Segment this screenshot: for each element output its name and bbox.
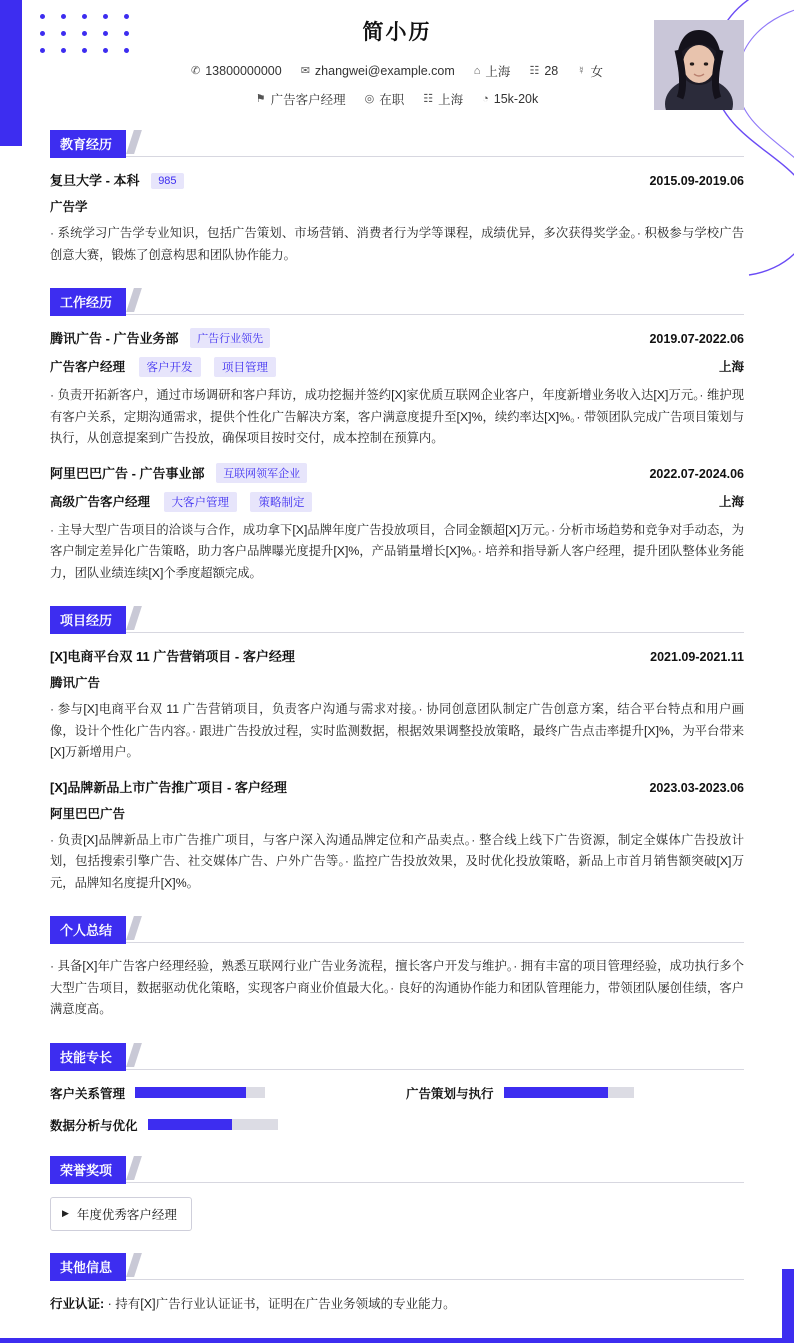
skill-item <box>50 1116 388 1134</box>
work-entry <box>50 463 744 585</box>
work-company-tag: 互联网领军企业 <box>216 463 307 483</box>
contact-position-text: 广告客户经理 <box>270 93 346 107</box>
work-role-row <box>50 357 744 377</box>
work-entry-head <box>50 328 744 348</box>
summary-description: · 具备[X]年广告客户经理经验，熟悉互联网行业广告业务流程，擅长客户开发与维护。· 拥有丰富的项目管理经验，成功执行多个大型广告项目，数据驱动优化策略，实现客户商业价值最大化。· 良好的沟通协作能力和团队管理能力，带领团队屡创佳绩，客户满意度高。 <box>50 959 744 1017</box>
contact-age-text: 28 <box>544 64 559 78</box>
bottom-accent-bar <box>0 1338 794 1343</box>
section-title-skills: 技能专长 <box>50 1043 126 1071</box>
project-date: 2023.03-2023.06 <box>649 780 744 795</box>
section-header-project <box>50 606 744 632</box>
page-title: 简小历 <box>362 21 432 44</box>
work-chip: 项目管理 <box>214 357 276 377</box>
project-entry <box>50 646 744 764</box>
work-chip: 策略制定 <box>250 492 312 512</box>
work-entry-left <box>50 463 307 483</box>
mail-icon: ✉ <box>300 64 310 77</box>
section-title-tick <box>126 1043 142 1067</box>
contact-location <box>469 62 516 80</box>
skill-progress-bar <box>504 1087 634 1098</box>
work-description: · 主导大型广告项目的洽谈与合作，成功拿下[X]品牌年度广告投放项目，合同金额超[X]万元。· 分析市场趋势和竞争对手动态，为客户制定差异化广告策略，助力客户品牌曝光度提升[X]%，产品销量增长[X]%。· 培养和指导新人客户经理，提升团队整体业务能力，团队业绩连续[X]个季度超额完成。 <box>50 522 744 580</box>
calendar-icon: ☷ <box>529 64 540 77</box>
section-divider <box>50 632 744 633</box>
education-description: · 系统学习广告学专业知识，包括广告策划、市场营销、消费者行为学等课程，成绩优异，多次获得奖学金。· 积极参与学校广告创意大赛，锻炼了创意构思和团队协作能力。 <box>50 226 744 262</box>
avatar <box>654 20 744 110</box>
skill-progress-fill <box>504 1087 608 1098</box>
contact-salary <box>477 92 543 106</box>
award-item[interactable] <box>50 1197 192 1231</box>
education-entry-head <box>50 170 744 189</box>
section-header-work <box>50 288 744 314</box>
work-role: 高级广告客户经理 <box>50 494 151 509</box>
city-icon: ☷ <box>423 92 434 105</box>
section-title-project: 项目经历 <box>50 606 126 634</box>
contact-status <box>360 90 410 108</box>
skill-name: 客户关系管理 <box>50 1086 126 1101</box>
project-company: 阿里巴巴广告 <box>50 806 126 821</box>
education-entry-left <box>50 170 184 189</box>
briefcase-icon: ⚑ <box>255 92 266 105</box>
contact-city <box>418 90 468 108</box>
contact-age <box>524 64 563 78</box>
contact-email <box>296 64 460 78</box>
section-divider <box>50 942 744 943</box>
skill-progress-fill <box>135 1087 246 1098</box>
section-divider <box>50 314 744 315</box>
phone-icon: ✆ <box>191 64 201 77</box>
section-title-summary: 个人总结 <box>50 916 126 944</box>
contact-phone <box>186 64 287 78</box>
contact-salary-text: 15k-20k <box>493 92 539 106</box>
contact-city-text: 上海 <box>438 93 464 107</box>
section-title-work: 工作经历 <box>50 288 126 316</box>
work-chip: 客户开发 <box>139 357 201 377</box>
contact-position <box>251 90 351 108</box>
section-divider <box>50 1279 744 1280</box>
education-school: 复旦大学 - 本科 <box>50 173 140 188</box>
location-icon: ⌂ <box>473 64 481 77</box>
project-entry <box>50 777 744 895</box>
project-date: 2021.09-2021.11 <box>650 650 744 665</box>
section-title-tick <box>126 288 142 312</box>
resume-header <box>0 0 794 108</box>
education-date: 2015.09-2019.06 <box>649 174 744 188</box>
work-role: 广告客户经理 <box>50 360 126 375</box>
section-divider <box>50 1182 744 1183</box>
work-role-left <box>50 492 312 512</box>
education-tag: 985 <box>151 173 183 189</box>
project-entry-head <box>50 646 744 665</box>
work-company: 腾讯广告 - 广告业务部 <box>50 331 179 347</box>
contact-location-text: 上海 <box>485 65 511 79</box>
skill-item <box>406 1084 744 1102</box>
gender-icon: ☿ <box>577 64 586 77</box>
other-info-line <box>50 1294 744 1315</box>
section-title-tick <box>126 1156 142 1180</box>
section-title-education: 教育经历 <box>50 130 126 158</box>
section-header-education <box>50 130 744 156</box>
section-title-tick <box>126 916 142 940</box>
contact-gender-text: 女 <box>590 65 603 79</box>
salary-icon: ◔ <box>482 92 489 105</box>
section-header-skills <box>50 1043 744 1069</box>
contact-email-text: zhangwei@example.com <box>314 64 455 78</box>
other-info-label: 行业认证: <box>50 1296 105 1311</box>
contact-status-text: 在职 <box>379 93 405 107</box>
section-title-other: 其他信息 <box>50 1253 126 1281</box>
work-role-left <box>50 357 276 377</box>
skill-progress-bar <box>135 1087 265 1098</box>
project-description: · 参与[X]电商平台双 11 广告营销项目，负责客户沟通与需求对接。· 协同创意团队制定广告创意方案，结合平台特点和用户画像，设计个性化广告内容。· 跟进广告投放过程，实时监测数据，根据效果调整投放策略，最终广告点击率提升[X]%，为平台带来[X]万新增用户。 <box>50 702 744 760</box>
section-header-other <box>50 1253 744 1279</box>
project-entry-head <box>50 777 744 796</box>
skill-progress-fill <box>148 1119 233 1130</box>
work-description: · 负责开拓新客户，通过市场调研和客户拜访，成功挖掘并签约[X]家优质互联网企业客户，年度新增业务收入达[X]万元。· 维护现有客户关系，定期沟通需求，提供个性化广告解决方案，客户满意度提升至[X]%，续约率达[X]%。· 带领团队完成广告项目策划与执行，从创意提案到广告投放，确保项目按时交付，成本控制在预算内。 <box>50 388 744 446</box>
work-entry-head <box>50 463 744 483</box>
section-title-tick <box>126 130 142 154</box>
skill-item <box>50 1084 388 1102</box>
skill-name: 广告策划与执行 <box>406 1086 494 1101</box>
contact-gender <box>572 62 608 80</box>
project-description: · 负责[X]品牌新品上市广告推广项目，与客户深入沟通品牌定位和产品卖点。· 整合线上线下广告资源，制定全媒体广告投放计划，包括搜索引擎广告、社交媒体广告、户外广告等。· 监控广告投放效果，及时优化投放策略，新品上市首月销售额突破[X]万元，品牌知名度提升[X]%。 <box>50 832 744 890</box>
section-title-tick <box>126 606 142 630</box>
play-arrow-icon: ▶ <box>62 1208 69 1219</box>
work-date: 2022.07-2024.06 <box>649 466 744 481</box>
section-title-tick <box>126 1253 142 1277</box>
skill-name: 数据分析与优化 <box>50 1118 138 1133</box>
section-divider <box>50 156 744 157</box>
award-label: 年度优秀客户经理 <box>76 1207 177 1222</box>
education-entry <box>50 170 744 266</box>
work-entry <box>50 328 744 450</box>
work-company: 阿里巴巴广告 - 广告事业部 <box>50 465 205 481</box>
project-title: [X]电商平台双 11 广告营销项目 - 客户经理 <box>50 649 295 665</box>
section-header-summary <box>50 916 744 942</box>
work-location: 上海 <box>718 360 744 375</box>
other-info-text: · 持有[X]广告行业认证证书，证明在广告业务领域的专业能力。 <box>107 1296 456 1311</box>
work-company-tag: 广告行业领先 <box>190 328 270 348</box>
work-entry-left <box>50 328 270 348</box>
section-title-awards: 荣誉奖项 <box>50 1156 126 1184</box>
work-chip: 大客户管理 <box>164 492 238 512</box>
skills-list <box>50 1084 744 1134</box>
skill-progress-bar <box>148 1119 278 1130</box>
project-title: [X]品牌新品上市广告推广项目 - 客户经理 <box>50 779 287 795</box>
work-date: 2019.07-2022.06 <box>649 332 744 347</box>
project-company: 腾讯广告 <box>50 676 101 691</box>
section-header-awards <box>50 1156 744 1182</box>
education-major: 广告学 <box>50 200 88 214</box>
work-location: 上海 <box>718 494 744 509</box>
status-icon: ◎ <box>364 92 375 105</box>
contact-phone-text: 13800000000 <box>205 64 282 78</box>
work-role-row <box>50 492 744 512</box>
section-divider <box>50 1069 744 1070</box>
